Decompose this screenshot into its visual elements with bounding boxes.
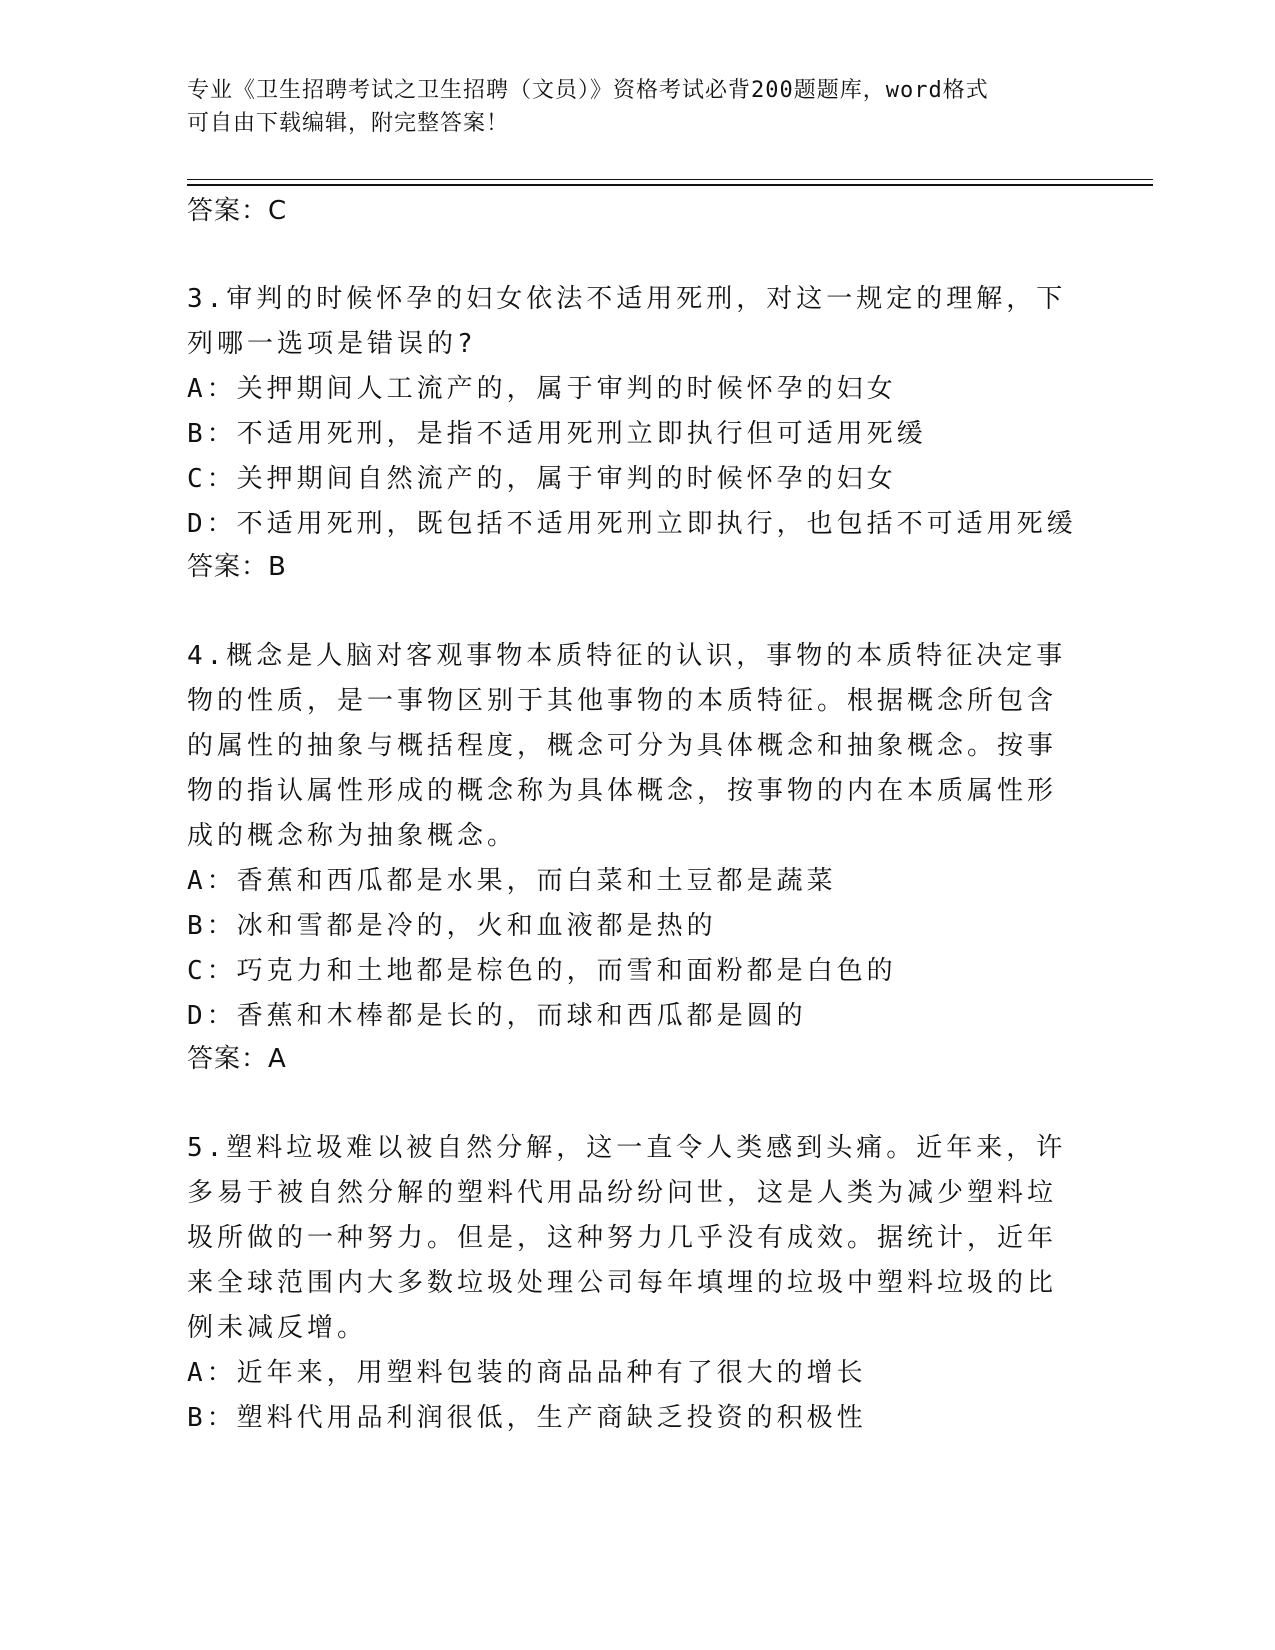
question-4-option-a: A：香蕉和西瓜都是水果，而白菜和土豆都是蔬菜 (187, 866, 837, 896)
question-3-option-d: D：不适用死刑，既包括不适用死刑立即执行，也包括不可适用死缓 (187, 509, 1077, 539)
header-line-2: 可自由下载编辑，附完整答案！ (187, 111, 510, 136)
question-4 (187, 634, 1077, 1039)
question-3-option-a: A：关押期间人工流产的，属于审判的时候怀孕的妇女 (187, 374, 897, 404)
answer-q4: 答案：A (187, 1044, 287, 1074)
question-3-option-b: B：不适用死刑，是指不适用死刑立即执行但可适用死缓 (187, 419, 927, 449)
question-3-option-c: C：关押期间自然流产的，属于审判的时候怀孕的妇女 (187, 464, 897, 494)
document-body (187, 191, 1077, 1441)
question-4-text: 4.概念是人脑对客观事物本质特征的认识，事物的本质特征决定事物的性质，是一事物区别于其他事物的本质特征。根据概念所包含的属性的抽象与概括程度，概念可分为具体概念和抽象概念。按事物的指认属性形成的概念称为具体概念，按事物的内在本质属性形成的概念称为抽象概念。 (187, 641, 1067, 851)
question-5-text: 5.塑料垃圾难以被自然分解，这一直令人类感到头痛。近年来，许多易于被自然分解的塑料代用品纷纷问世，这是人类为减少塑料垃圾所做的一种努力。但是，这种努力几乎没有成效。据统计，近年来全球范围内大多数垃圾处理公司每年填埋的垃圾中塑料垃圾的比例未减反增。 (187, 1133, 1067, 1343)
header-rule-thick (187, 184, 1153, 186)
question-3 (187, 277, 1077, 547)
document-header (187, 74, 1087, 140)
answer-q2: 答案：C (187, 196, 288, 226)
question-5-option-b: B：塑料代用品利润很低，生产商缺乏投资的积极性 (187, 1403, 867, 1433)
question-4-option-d: D：香蕉和木棒都是长的，而球和西瓜都是圆的 (187, 1001, 807, 1031)
answer-q3: 答案：B (187, 552, 287, 582)
header-rule-thin (187, 179, 1153, 180)
question-3-text: 3.审判的时候怀孕的妇女依法不适用死刑，对这一规定的理解，下列哪一选项是错误的? (187, 284, 1067, 359)
question-4-option-c: C：巧克力和土地都是棕色的，而雪和面粉都是白色的 (187, 956, 897, 986)
header-line-1: 专业《卫生招聘考试之卫生招聘（文员）》资格考试必背200题题库，word格式 (187, 78, 989, 103)
question-4-option-b: B：冰和雪都是冷的，火和血液都是热的 (187, 911, 717, 941)
question-5-option-a: A：近年来，用塑料包装的商品品种有了很大的增长 (187, 1358, 867, 1388)
question-5 (187, 1126, 1077, 1441)
